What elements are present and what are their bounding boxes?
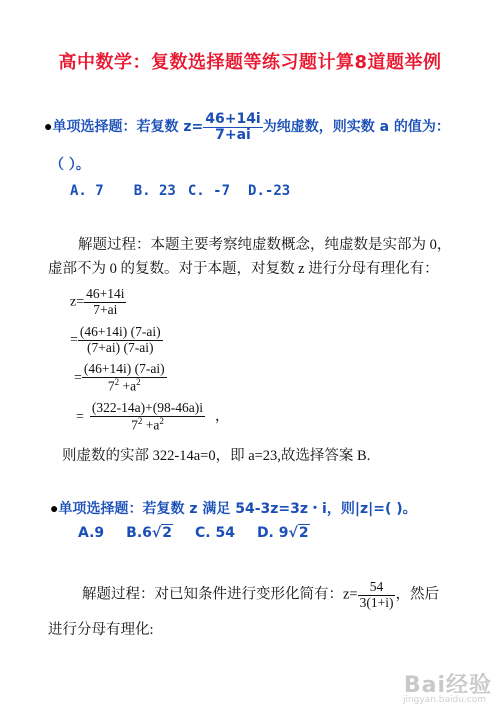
question-1 bbox=[44, 112, 450, 144]
solution-2-fraction bbox=[358, 580, 396, 611]
question-1-suffix: 为纯虚数，则实数 a 的值为： bbox=[262, 119, 450, 136]
page-title: 高中数学：复数选择题等练习题计算8道题举例 bbox=[58, 52, 442, 73]
question-2-options bbox=[78, 525, 310, 541]
equation-4 bbox=[76, 401, 229, 433]
equation-2 bbox=[70, 325, 163, 356]
solution-1-line-2: 虚部不为 0 的复数。对于本题，对复数 z 进行分母有理化有： bbox=[48, 261, 439, 277]
equation-2-fraction bbox=[78, 325, 163, 356]
option-b bbox=[126, 525, 173, 541]
fraction-denominator bbox=[90, 417, 205, 433]
fraction-denominator: 7+ai bbox=[215, 127, 251, 144]
fraction-numerator: (46+14i) (7-ai) bbox=[83, 361, 165, 376]
bullet-icon: ● bbox=[44, 120, 53, 136]
denominator-term: +a bbox=[142, 417, 160, 433]
equation-2-lhs: = bbox=[70, 332, 78, 348]
question-1-prefix: 单项选择题：若复数 z= bbox=[52, 119, 204, 136]
fraction-numerator: 54 bbox=[358, 580, 396, 596]
option-a: A.9 bbox=[78, 525, 105, 541]
equation-1-lhs: z= bbox=[70, 294, 85, 310]
equation-4-lhs: = bbox=[76, 409, 84, 425]
fraction-numerator: (46+14i) (7-ai) bbox=[79, 324, 161, 339]
fraction-denominator: (7+ai) (7-ai) bbox=[87, 339, 154, 355]
denominator-exponent: 2 bbox=[137, 415, 143, 426]
fraction-numerator: 46+14i bbox=[86, 286, 125, 301]
radicand: 2 bbox=[162, 525, 172, 541]
question-1-fraction bbox=[203, 112, 263, 144]
question-2 bbox=[50, 498, 417, 518]
option-d: D.-23 bbox=[248, 183, 291, 199]
option-b-coefficient: B.6 bbox=[126, 525, 152, 541]
equation-1-fraction bbox=[84, 287, 126, 318]
denominator-base: 7 bbox=[131, 417, 138, 433]
watermark-url: jingyan.baidu.com bbox=[402, 695, 486, 705]
fraction-denominator: 3(1+i) bbox=[359, 594, 394, 610]
solution-2-prefix: 解题过程：对已知条件进行变形化简有：z= bbox=[82, 586, 358, 603]
fraction-denominator: 7+ai bbox=[93, 301, 118, 317]
equation-3-fraction bbox=[82, 362, 167, 394]
sqrt-icon: √2 bbox=[288, 525, 309, 541]
solution-2-suffix: ，然后 bbox=[395, 586, 439, 603]
equation-3-lhs: = bbox=[74, 370, 82, 386]
fraction-numerator: (322-14a)+(98-46a)i bbox=[91, 400, 203, 415]
fraction-denominator bbox=[82, 378, 167, 394]
question-1-options bbox=[70, 183, 290, 199]
solution-1-line-1: 解题过程：本题主要考察纯虚数概念，纯虚数是实部为 0， bbox=[78, 237, 452, 253]
question-1-blank: （ ）。 bbox=[50, 157, 90, 173]
radicand: 2 bbox=[298, 525, 309, 541]
solution-2-line-1 bbox=[82, 580, 439, 611]
option-d bbox=[257, 525, 310, 541]
equation-4-tail: ， bbox=[214, 409, 229, 425]
bullet-icon: ● bbox=[50, 502, 59, 517]
option-b: B. 23 bbox=[133, 183, 176, 199]
question-2-text: 单项选择题：若复数 z 满足 54-3z=3z・i，则|z|=( )。 bbox=[58, 501, 417, 517]
denominator-exponent: 2 bbox=[159, 415, 164, 426]
equation-4-fraction bbox=[90, 401, 205, 433]
option-a: A. 7 bbox=[70, 183, 104, 199]
option-c: C. -7 bbox=[187, 183, 231, 199]
option-d-coefficient: D. 9 bbox=[256, 525, 289, 541]
equation-3 bbox=[74, 362, 167, 394]
denominator-term: +a bbox=[119, 378, 137, 394]
solution-2-line-2: 进行分母有理化: bbox=[48, 622, 154, 638]
denominator-base: 7 bbox=[107, 378, 115, 394]
solution-1-conclusion: 则虚数的实部 322-14a=0，即 a=23,故选择答案 B. bbox=[62, 448, 371, 464]
equation-1 bbox=[70, 287, 126, 318]
fraction-numerator: 46+14i bbox=[205, 111, 261, 127]
watermark-brand: Bai经验 bbox=[403, 673, 492, 698]
sqrt-icon: √2 bbox=[151, 525, 172, 541]
denominator-exponent: 2 bbox=[136, 376, 141, 387]
option-c: C. 54 bbox=[194, 525, 235, 541]
denominator-exponent: 2 bbox=[114, 376, 120, 387]
